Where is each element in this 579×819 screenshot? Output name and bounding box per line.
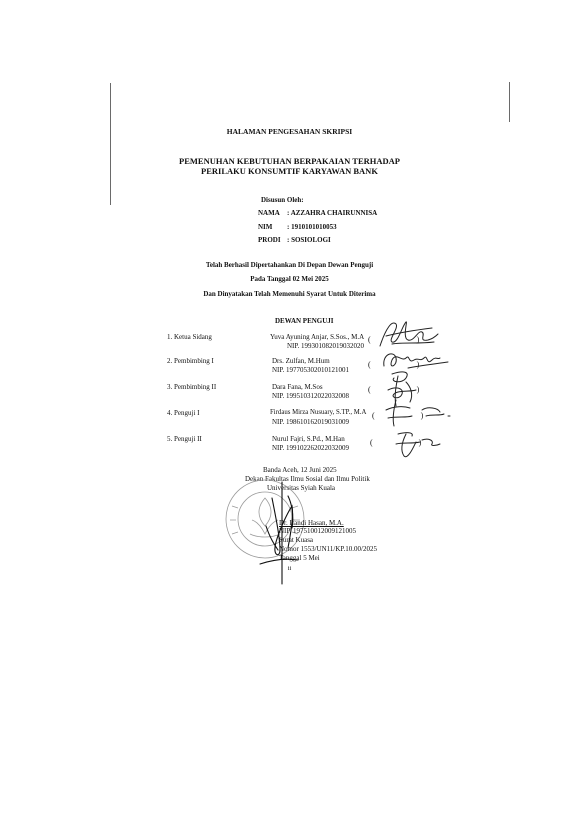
- board-nip: NIP. 199301082019032020: [287, 342, 365, 350]
- dean-title-line2: Universitas Syiah Kuala: [267, 484, 336, 492]
- signature-examiner1-image: [382, 396, 456, 430]
- statement-line3: Dan Dinyatakan Telah Memenuhi Syarat Untuk Diterima: [203, 290, 376, 298]
- dean-nip: NIP. 197510012009121005: [279, 527, 357, 535]
- signature-examiner2-image: [386, 428, 446, 460]
- board-role: 4. Penguji I: [167, 409, 200, 417]
- statement-line2: Pada Tanggal 02 Mei 2025: [250, 275, 329, 283]
- signature-bracket-2: ( ): [368, 360, 420, 369]
- signature-bracket-5: ( ): [370, 438, 422, 447]
- board-name: Firdaus Mirza Nusuary, S.TP., M.A: [270, 409, 367, 416]
- board-role: 3. Pembimbing II: [167, 383, 217, 391]
- board-role: 1. Ketua Sidang: [167, 333, 212, 341]
- author-prodi-value: : SOSIOLOGI: [287, 236, 331, 244]
- signature-bracket-4: ( ): [372, 411, 424, 420]
- board-nip: NIP. 199510312022032008: [272, 392, 350, 400]
- dean-title-line1: Dekan Fakultas Ilmu Sosial dan Ilmu Politik: [245, 475, 370, 483]
- statement-line1: Telah Berhasil Dipertahankan Di Depan Dewan Penguji: [205, 261, 374, 269]
- page-heading: HALAMAN PENGESAHAN SKRIPSI: [226, 127, 353, 136]
- page-number: ii: [287, 565, 292, 572]
- dean-name: Dr. Ifandi Hasan, M.A.: [279, 519, 344, 527]
- proxy-letter-label: Surat Kuasa: [279, 536, 314, 544]
- signature-bracket-3: ( ): [368, 385, 420, 394]
- board-heading: DEWAN PENGUJI: [275, 317, 334, 325]
- proxy-letter-number: Nomor 1553/UN11/KP.10.00/2025: [279, 545, 377, 553]
- board-name: Nurul Fajri, S.Pd., M.Han: [272, 435, 345, 443]
- board-role: 5. Penguji II: [167, 435, 202, 443]
- board-role: 2. Pembimbing I: [167, 357, 214, 365]
- thesis-title-line2: PERILAKU KONSUMTIF KARYAWAN BANK: [201, 166, 378, 176]
- scan-edge-left: [110, 83, 111, 205]
- proxy-letter-date: Tanggal 5 Mei: [279, 554, 320, 562]
- board-nip: NIP. 198610162019031009: [272, 418, 350, 426]
- board-nip: NIP. 199102262022032009: [272, 444, 350, 452]
- author-nim-label: NIM: [258, 223, 273, 231]
- board-nip: NIP. 197705302010121001: [272, 366, 350, 374]
- author-heading: Disusun Oleh:: [261, 196, 304, 204]
- signature-bracket-1: ( ): [368, 335, 420, 344]
- place-date: Banda Aceh, 12 Juni 2025: [263, 466, 337, 474]
- board-name: Drs. Zulfan, M.Hum: [272, 357, 330, 365]
- board-name: Dara Fana, M.Sos: [272, 383, 323, 391]
- scan-edge-right: [509, 82, 510, 122]
- author-nim-value: : 1910101010053: [287, 223, 337, 231]
- board-name: Yuva Ayuning Anjar, S.Sos., M.A: [270, 333, 365, 341]
- author-prodi-label: PRODI: [258, 236, 281, 244]
- author-name-label: NAMA: [258, 209, 280, 217]
- author-name-value: : AZZAHRA CHAIRUNNISA: [287, 209, 378, 217]
- thesis-title-line1: PEMENUHAN KEBUTUHAN BERPAKAIAN TERHADAP: [179, 156, 400, 166]
